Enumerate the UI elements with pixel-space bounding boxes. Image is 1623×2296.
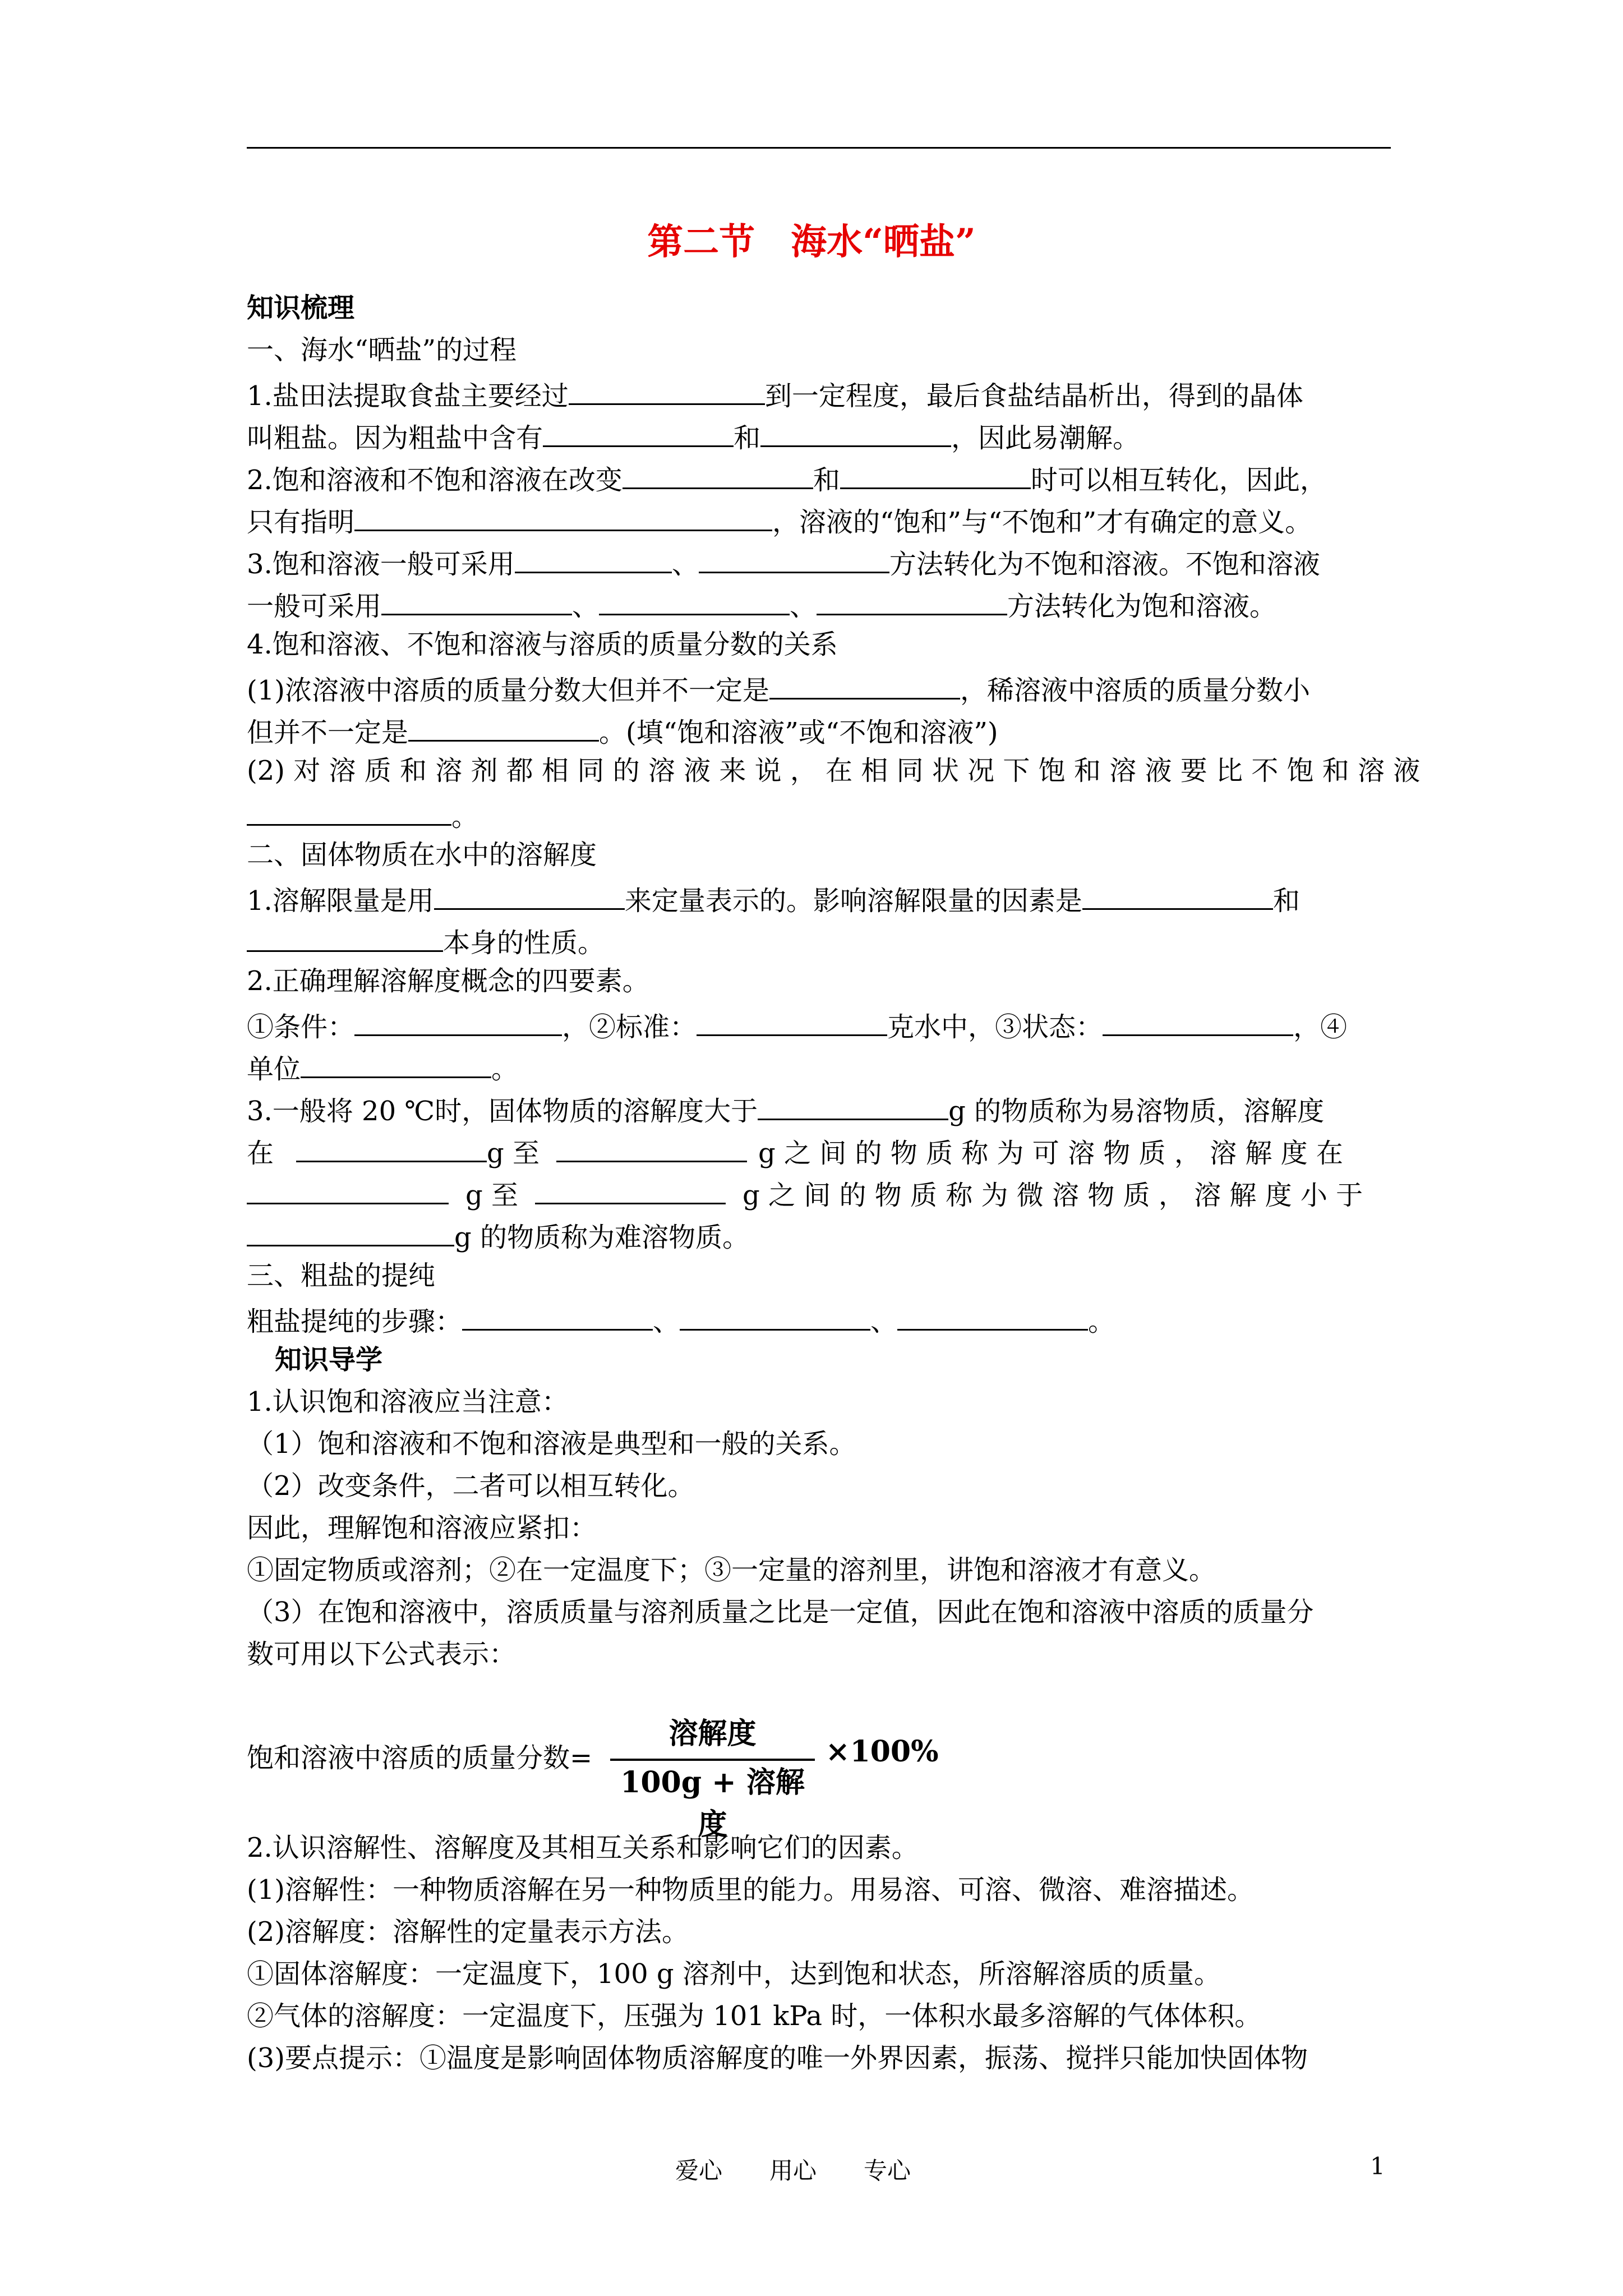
text-line: 1.溶解限量是用 来定量表示的。影响溶解限量的因素是 和 xyxy=(247,884,1300,914)
formula-lhs: 饱和溶液中溶质的质量分数= xyxy=(247,1742,593,1774)
text-line: 本身的性质。 xyxy=(247,926,605,956)
blank xyxy=(543,421,734,447)
blank xyxy=(623,463,813,489)
formula-denominator: 100g + 溶解度 xyxy=(620,1765,805,1842)
blank xyxy=(535,1178,726,1204)
blank xyxy=(354,1010,562,1036)
text-line: (1)溶解性：一种物质溶解在另一种物质里的能力。用易溶、可溶、微溶、难溶描述。 xyxy=(247,1874,1254,1906)
formula-numerator: 溶解度 xyxy=(610,1710,815,1761)
text-line: 2.认识溶解性、溶解度及其相互关系和影响它们的因素。 xyxy=(247,1832,919,1864)
text-line: ①条件： ，②标准： 克水中，③状态： ，④ xyxy=(247,1010,1347,1041)
section-heading-guide: 知识导学 xyxy=(275,1344,383,1375)
blank xyxy=(381,589,572,615)
formula-multiplier: ×100% xyxy=(826,1734,939,1769)
blank xyxy=(247,1178,449,1204)
text-line: （3）在饱和溶液中，溶质质量与溶剂质量之比是一定值，因此在饱和溶液中溶质的质量分 xyxy=(247,1596,1314,1628)
blank xyxy=(769,673,960,700)
page-title: 第二节 海水“晒盐” xyxy=(647,221,976,263)
blank xyxy=(515,547,672,573)
blank xyxy=(817,589,1007,615)
blank xyxy=(434,884,625,910)
text-line: 1.认识饱和溶液应当注意： xyxy=(247,1386,569,1418)
text-line: (2)溶解度：溶解性的定量表示方法。 xyxy=(247,1916,689,1948)
text-line: （1）饱和溶液和不饱和溶液是典型和一般的关系。 xyxy=(247,1428,856,1460)
blank xyxy=(408,715,599,742)
text-line: 在 g 至 g 之 间 的 物 质 称 为 可 溶 物 质 ， 溶 解 度 在 xyxy=(247,1136,1343,1167)
text-line: 叫粗盐。因为粗盐中含有 和 ，因此易潮解。 xyxy=(247,421,1140,452)
header-rule xyxy=(247,147,1391,149)
text-line: 2.正确理解溶解度概念的四要素。 xyxy=(247,965,649,997)
blank xyxy=(599,589,790,615)
text-line: （2）改变条件，二者可以相互转化。 xyxy=(247,1470,695,1502)
blank xyxy=(1103,1010,1293,1036)
text-line: 。 xyxy=(247,799,478,830)
blank xyxy=(301,1052,491,1078)
text-line: ①固体溶解度：一定温度下，100 g 溶剂中，达到饱和状态，所溶解溶质的质量。 xyxy=(247,1958,1221,1990)
text-line: 数可用以下公式表示： xyxy=(247,1639,517,1670)
text-line: 只有指明 ，溶液的“饱和”与“不饱和”才有确定的意义。 xyxy=(247,505,1312,536)
blank xyxy=(569,379,765,405)
text-line: ②气体的溶解度：一定温度下，压强为 101 kPa 时，一体积水最多溶解的气体体积。 xyxy=(247,2000,1262,2032)
text-line: 一般可采用 、 、 方法转化为饱和溶液。 xyxy=(247,589,1276,620)
blank xyxy=(556,1136,747,1162)
text-line: (3)要点提示：①温度是影响固体物质溶解度的唯一外界因素，振荡、搅拌只能加快固体物 xyxy=(247,2042,1308,2074)
text-line: 4.饱和溶液、不饱和溶液与溶质的质量分数的关系 xyxy=(247,629,838,660)
blank xyxy=(840,463,1031,489)
text-line: g 至 g 之 间 的 物 质 称 为 微 溶 物 质 ， 溶 解 度 小 于 xyxy=(247,1178,1363,1209)
text-line: 但并不一定是 。(填“饱和溶液”或“不饱和溶液”) xyxy=(247,715,998,746)
footer-text: 爱心 用心 专心 xyxy=(675,2157,911,2184)
blank xyxy=(758,1094,948,1120)
blank xyxy=(354,505,772,531)
text-line: g 的物质称为难溶物质。 xyxy=(247,1220,749,1251)
blank xyxy=(697,1010,887,1036)
text-line: 1.盐田法提取食盐主要经过 到一定程度，最后食盐结晶析出，得到的晶体 xyxy=(247,379,1303,409)
text-line: 3.饱和溶液一般可采用 、 方法转化为不饱和溶液。不饱和溶液 xyxy=(247,547,1320,578)
subsection-heading-2: 二、固体物质在水中的溶解度 xyxy=(247,839,597,871)
section-heading-knowledge: 知识梳理 xyxy=(247,292,355,324)
text-line: 因此，理解饱和溶液应紧扣： xyxy=(247,1512,597,1544)
text-line: ①固定物质或溶剂；②在一定温度下；③一定量的溶剂里，讲饱和溶液才有意义。 xyxy=(247,1554,1216,1586)
blank xyxy=(462,1304,653,1331)
blank xyxy=(247,926,443,952)
blank xyxy=(699,547,889,573)
subsection-heading-1: 一、海水“晒盐”的过程 xyxy=(247,334,517,366)
text-line: 单位 。 xyxy=(247,1052,518,1083)
blank xyxy=(247,1220,454,1246)
text-line: (1)浓溶液中溶质的质量分数大但并不一定是 ，稀溶液中溶质的质量分数小 xyxy=(247,673,1310,704)
blank xyxy=(1082,884,1273,910)
page-number: 1 xyxy=(1370,2152,1385,2180)
subsection-heading-3: 三、粗盐的提纯 xyxy=(247,1260,436,1291)
text-line: 2.饱和溶液和不饱和溶液在改变 和 时可以相互转化，因此， xyxy=(247,463,1327,494)
blank xyxy=(296,1136,487,1162)
text-line: (2) 对 溶 质 和 溶 剂 都 相 同 的 溶 液 来 说 ， 在 相 同 状 况 下 饱 和 溶 液 要 比 不 饱 和 溶 液 xyxy=(247,755,1421,786)
text-line: 粗盐提纯的步骤： 、 、 。 xyxy=(247,1304,1115,1335)
blank xyxy=(760,421,951,447)
text-line: 3.一般将 20 ℃时，固体物质的溶解度大于 g 的物质称为易溶物质，溶解度 xyxy=(247,1094,1324,1125)
blank xyxy=(897,1304,1088,1331)
blank xyxy=(680,1304,870,1331)
blank xyxy=(247,799,451,826)
